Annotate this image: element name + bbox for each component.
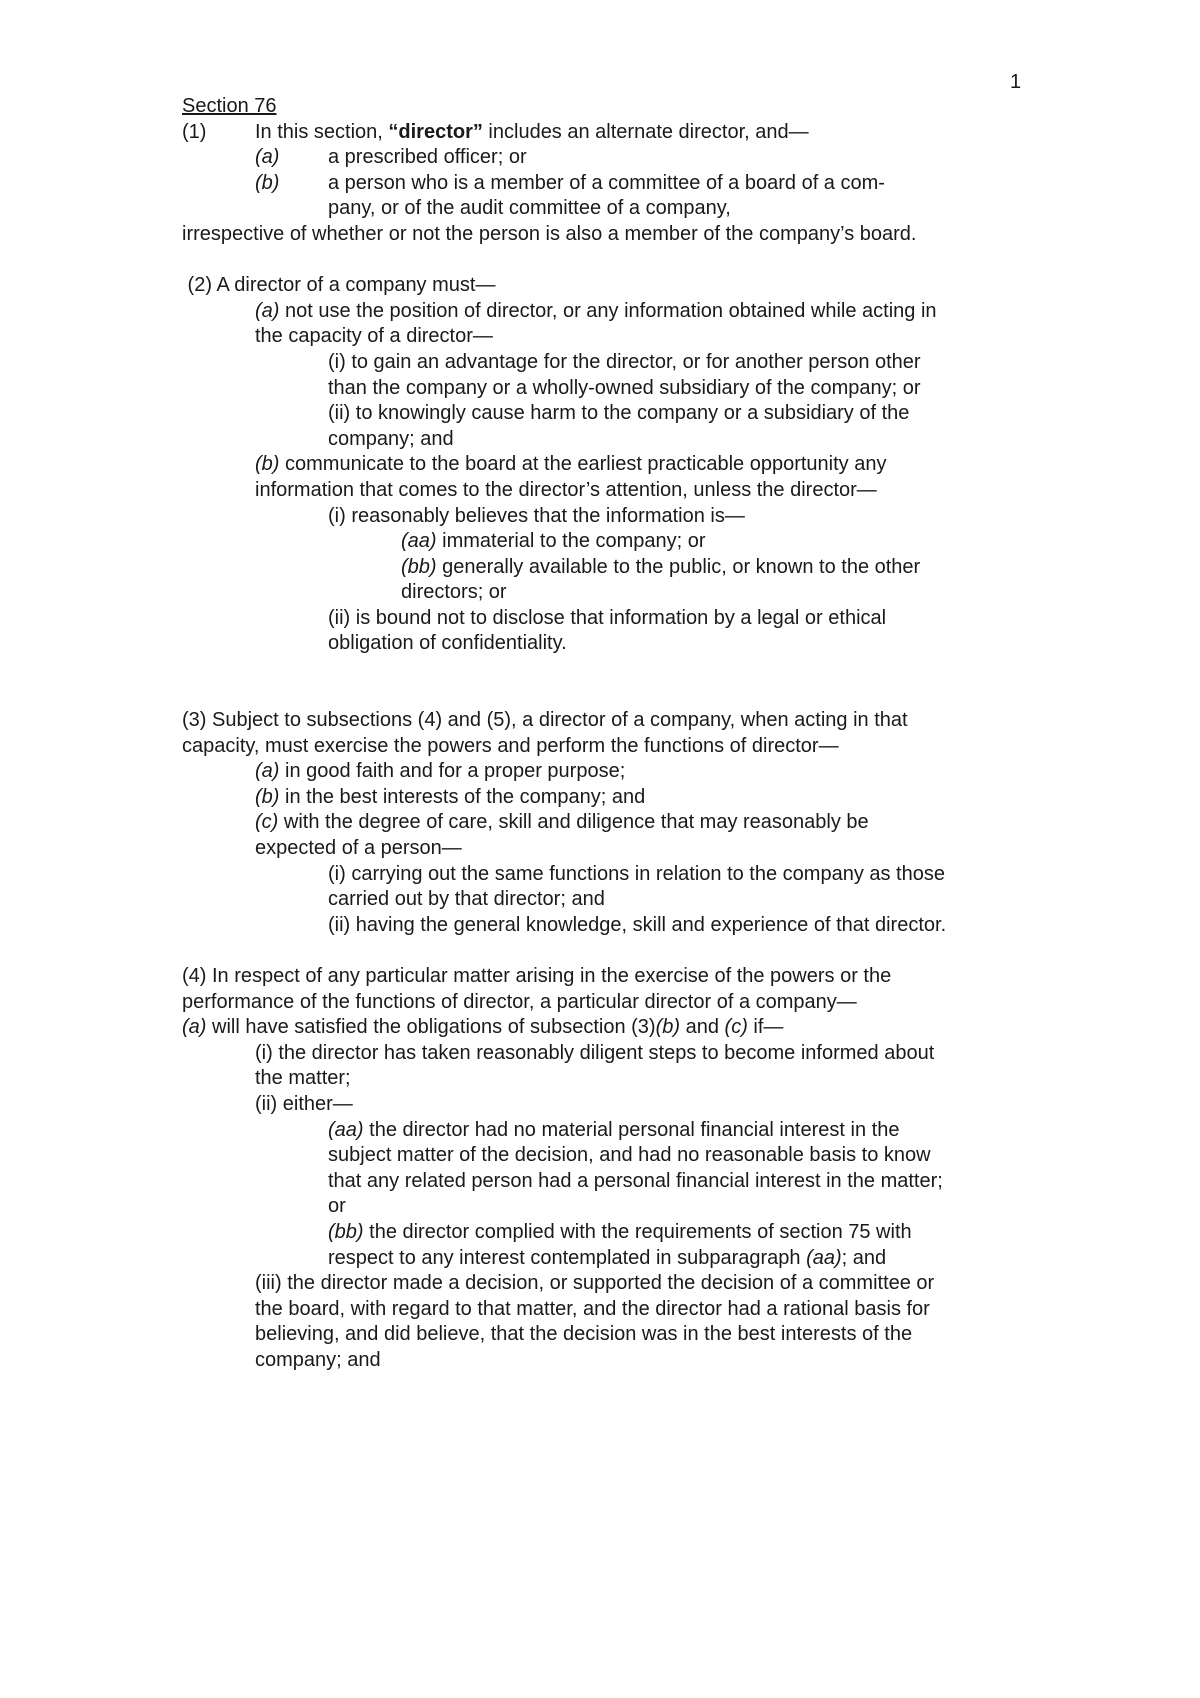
subsection-4-intro-cont: performance of the functions of director, a particular director of a company— xyxy=(182,990,857,1013)
subsection-4-a-iii-cont-1: the board, with regard to that matter, and the director had a rational basis for xyxy=(255,1297,930,1320)
defined-term: “director” xyxy=(388,120,483,143)
subsection-2-b-ii: (ii) is bound not to disclose that information by a legal or ethical xyxy=(328,606,887,629)
subsection-4-a-ii-aa: (aa) the director had no material personal financial interest in the xyxy=(328,1118,900,1141)
subsection-4-para-a: (a) will have satisfied the obligations of subsection (3)(b) and (c) if— xyxy=(182,1016,784,1039)
section-heading: Section 76 xyxy=(182,95,277,117)
subsection-2-para-b: (b) communicate to the board at the earliest practicable opportunity any xyxy=(255,453,887,476)
subsection-4-intro: (4) In respect of any particular matter arising in the exercise of the powers or the xyxy=(182,965,892,987)
subsection-4-a-ii-aa-cont-2: that any related person had a personal financial interest in the matter; xyxy=(328,1169,943,1192)
subsection-4-a-ii-bb-cont: respect to any interest contemplated in subparagraph (aa); and xyxy=(328,1246,887,1269)
subsection-4-a-ii-bb: (bb) the director complied with the requirements of section 75 with xyxy=(328,1220,912,1243)
subsection-3-para-a: (a) in good faith and for a proper purpose; xyxy=(255,760,626,783)
subsection-3-para-c: (c) with the degree of care, skill and diligence that may reasonably be xyxy=(255,811,869,834)
subsection-1-para-b: (b) a person who is a member of a committee of a board of a com- xyxy=(255,171,885,194)
subsection-2-a-i-cont: than the company or a wholly-owned subsidiary of the company; or xyxy=(328,376,921,399)
subsection-3-intro: (3) Subject to subsections (4) and (5), a director of a company, when acting in that xyxy=(182,709,908,732)
subsection-4-a-iii: (iii) the director made a decision, or supported the decision of a committee or xyxy=(255,1272,935,1295)
subsection-4-a-ii-aa-cont-3: or xyxy=(328,1195,346,1218)
subsection-2-b-i-aa: (aa) immaterial to the company; or xyxy=(401,530,706,553)
subsection-1-tail: irrespective of whether or not the person is also a member of the company’s board. xyxy=(182,222,917,245)
subsection-3-para-b: (b) in the best interests of the company; and xyxy=(255,785,646,808)
subsection-4-a-i: (i) the director has taken reasonably diligent steps to become informed about xyxy=(255,1041,935,1064)
subsection-4-a-iii-cont-2: believing, and did believe, that the decision was in the best interests of the xyxy=(255,1323,913,1346)
subsection-1-number: (1) xyxy=(182,120,207,143)
subsection-1-para-a: (a) a prescribed officer; or xyxy=(255,146,527,169)
subsection-4-a-i-cont: the matter; xyxy=(255,1067,351,1090)
subsection-2-para-b-cont: information that comes to the director’s attention, unless the director— xyxy=(255,478,877,501)
subsection-4-a-iii-cont-3: company; and xyxy=(255,1348,381,1371)
subsection-2-a-ii: (ii) to knowingly cause harm to the company or a subsidiary of the xyxy=(328,402,910,425)
subsection-3-c-i: (i) carrying out the same functions in relation to the company as those xyxy=(328,862,945,885)
subsection-1-para-b-cont: pany, or of the audit committee of a company, xyxy=(328,197,731,220)
subsection-3-intro-cont: capacity, must exercise the powers and perform the functions of director— xyxy=(182,734,839,757)
subsection-4-a-ii-aa-cont-1: subject matter of the decision, and had no reasonable basis to know xyxy=(328,1144,931,1167)
subsection-1-intro: (1) In this section, “director” includes an alternate director, and— xyxy=(182,120,1052,146)
subsection-3-c-i-cont: carried out by that director; and xyxy=(328,888,605,911)
subsection-4-a-ii: (ii) either— xyxy=(255,1092,353,1115)
subsection-2-b-i-bb: (bb) generally available to the public, or known to the other xyxy=(401,555,921,578)
subsection-2-intro: (2) A director of a company must— xyxy=(182,274,496,297)
subsection-2-b-i: (i) reasonably believes that the information is— xyxy=(328,504,745,527)
subsection-2-b-i-bb-cont: directors; or xyxy=(401,581,507,604)
subsection-2-a-ii-cont: company; and xyxy=(328,427,454,450)
statute-text xyxy=(182,94,1052,1374)
subsection-2-para-a: (a) not use the position of director, or any information obtained while acting in xyxy=(255,299,937,322)
subsection-2-para-a-cont: the capacity of a director— xyxy=(255,325,493,348)
page-number: 1 xyxy=(1010,71,1022,93)
subsection-2-b-ii-cont: obligation of confidentiality. xyxy=(328,632,567,655)
subsection-3-para-c-cont: expected of a person— xyxy=(255,837,462,860)
subsection-3-c-ii: (ii) having the general knowledge, skill and experience of that director. xyxy=(328,913,947,936)
subsection-2-a-i: (i) to gain an advantage for the director, or for another person other xyxy=(328,350,921,373)
